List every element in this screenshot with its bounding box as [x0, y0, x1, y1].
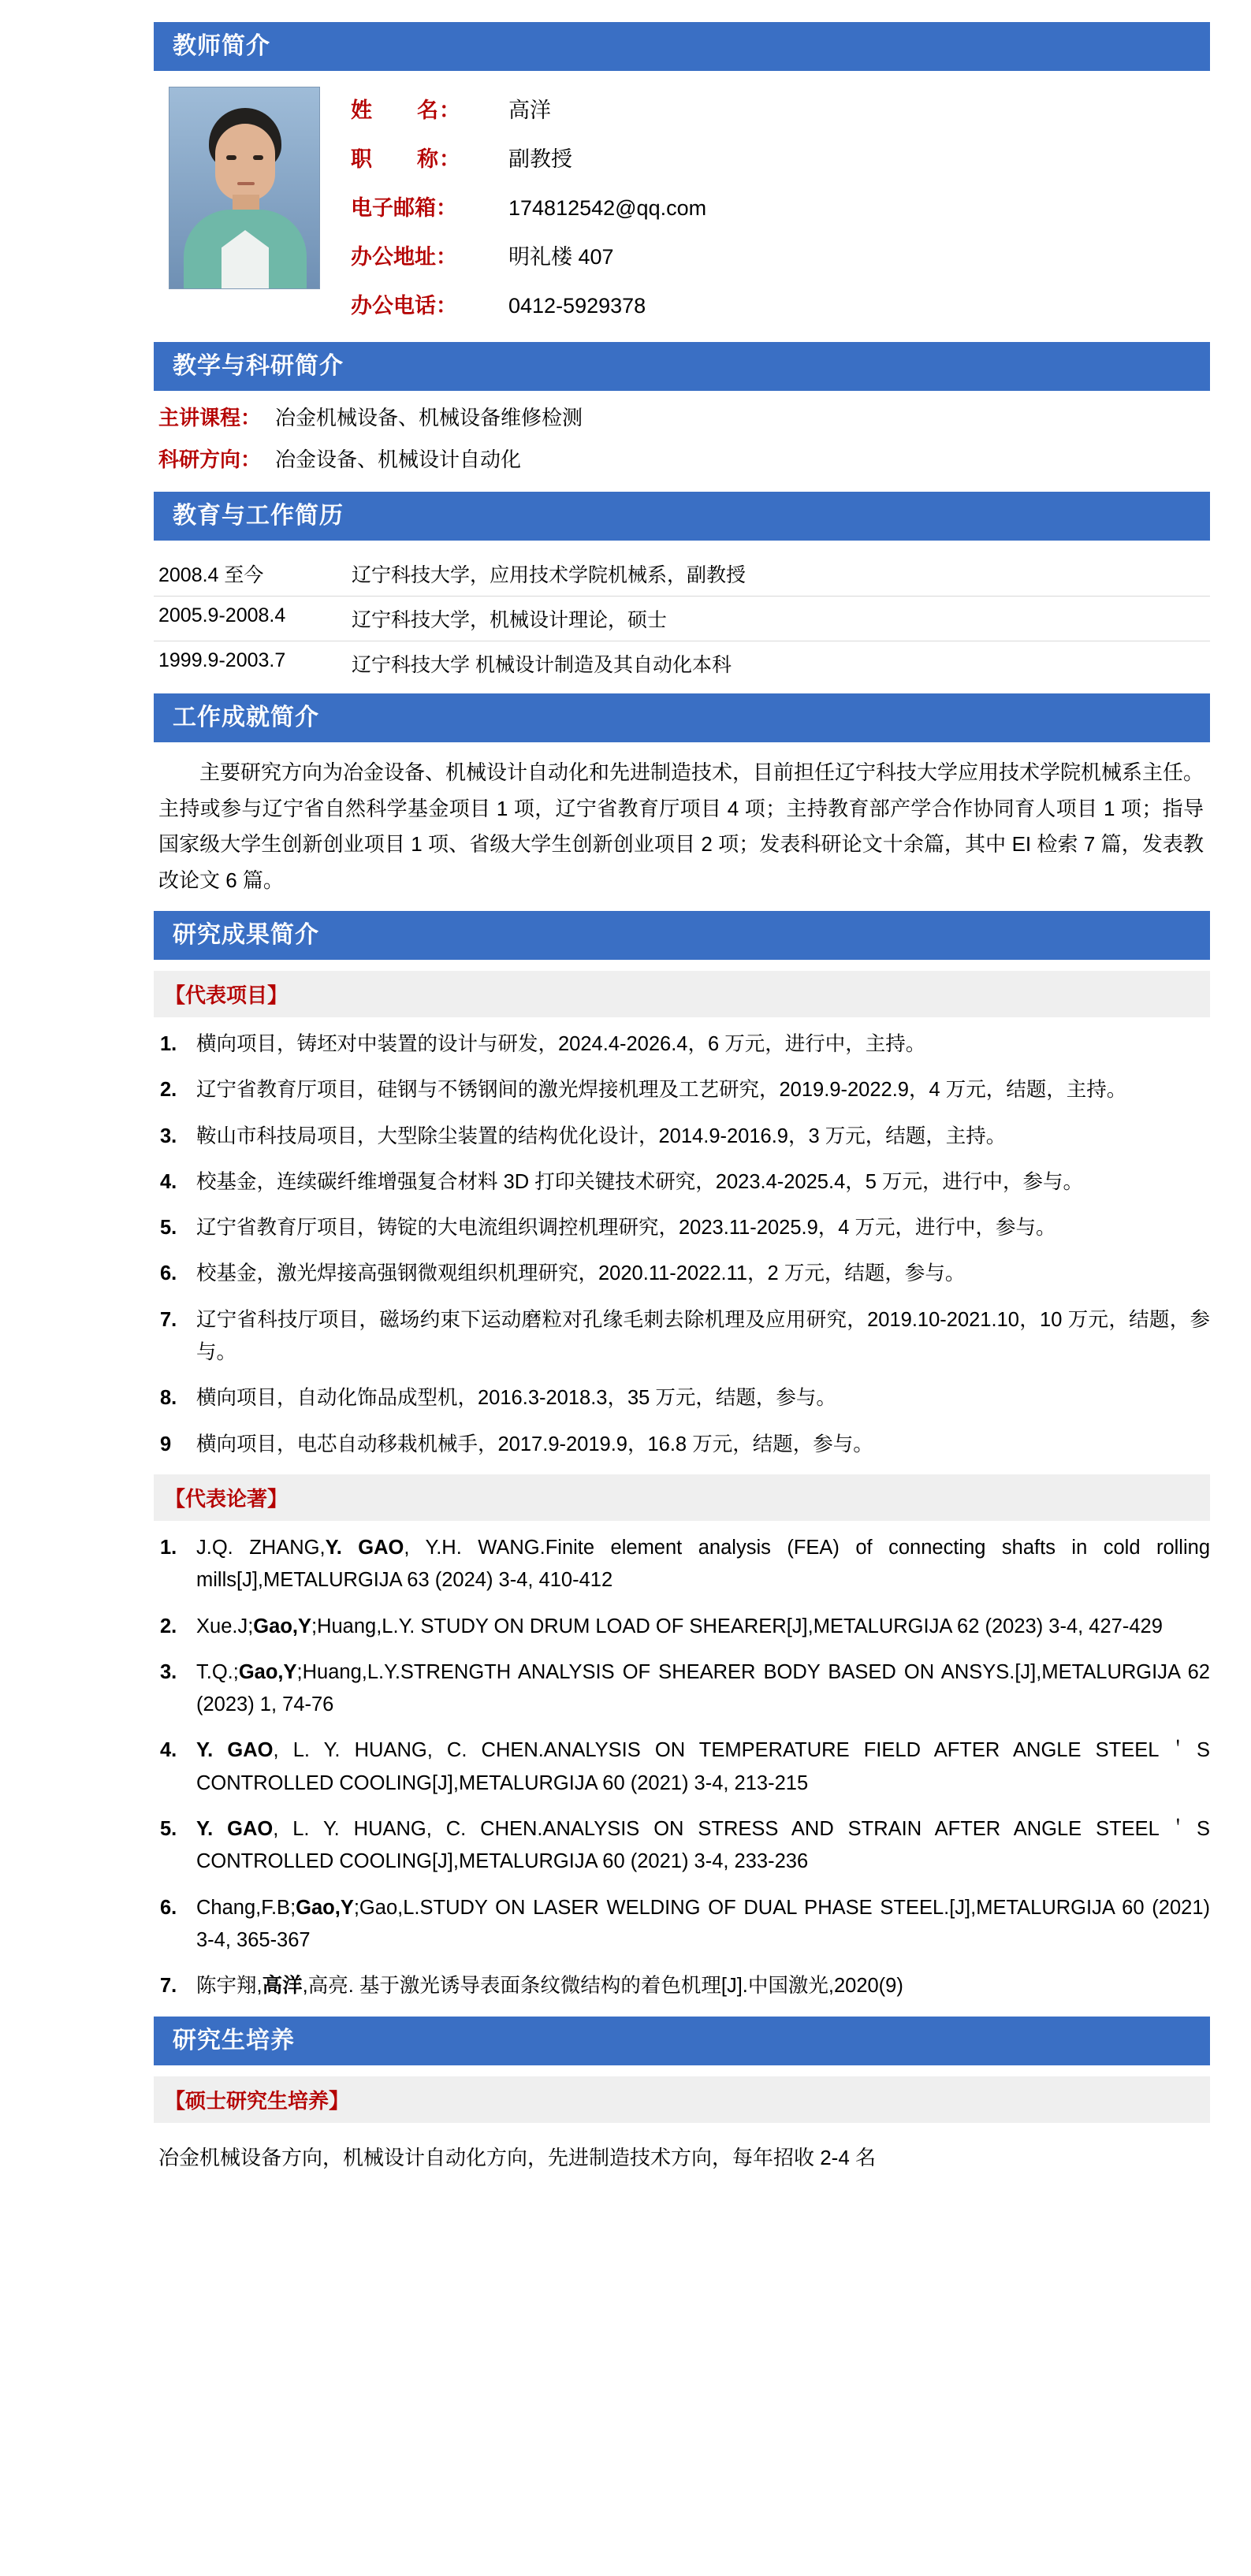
teacher-photo [169, 87, 320, 289]
photo-face [215, 124, 275, 201]
field-value-email: 174812542@qq.com [508, 196, 707, 220]
list-text: Xue.J;Gao,Y;Huang,L.Y. STUDY ON DRUM LOAD OF SHEARER[J],METALURGIJA 62 (2023) 3-4, 427-429 [196, 1615, 1163, 1637]
photo-eye-right [253, 155, 263, 160]
subheader-master-training: 【硕士研究生培养】 [154, 2076, 1210, 2123]
education-desc: 辽宁科技大学，应用技术学院机械系，副教授 [352, 564, 747, 586]
teaching-courses-value: 冶金机械设备、机械设备维修检测 [275, 406, 583, 429]
education-date: 2005.9-2008.4 [158, 604, 286, 626]
education-table [154, 541, 1210, 693]
subheader-publications: 【代表论著】 [154, 1474, 1210, 1521]
list-item [154, 1734, 1210, 1800]
list-item [154, 1258, 1210, 1290]
list-text: 辽宁省教育厅项目，硅钢与不锈钢间的激光焊接机理及工艺研究，2019.9-2022.9，4 万元，结题，主持。 [196, 1079, 1127, 1102]
list-item [154, 1611, 1210, 1643]
list-text: T.Q.;Gao,Y;Huang,L.Y.STRENGTH ANALYSIS OF SHEARER BODY BASED ON ANSYS.[J],METALURGIJA 62 (2023) 1, 74-76 [196, 1660, 1210, 1716]
section-header-achievements: 工作成就简介 [154, 693, 1210, 742]
education-date: 1999.9-2003.7 [158, 649, 286, 671]
list-number: 6. [160, 1896, 177, 1919]
subheader-projects: 【代表项目】 [154, 971, 1210, 1017]
list-item [154, 1813, 1210, 1879]
education-date: 2008.4 至今 [158, 564, 264, 586]
profile-block [154, 71, 1210, 342]
list-item [154, 1121, 1210, 1153]
list-number: 1. [160, 1536, 177, 1559]
projects-list [154, 1028, 1210, 1461]
table-row [154, 641, 1210, 686]
list-item [154, 1212, 1210, 1244]
research-direction-row [154, 444, 1210, 473]
list-text: J.Q. ZHANG,Y. GAO, Y.H. WANG.Finite element analysis (FEA) of connecting shafts in cold rolling mills[J],METALURGIJA 63 (2024) 3-4, 410-412 [196, 1536, 1210, 1592]
field-label-name: 姓 名： [351, 99, 461, 122]
list-text: 横向项目，铸坯对中装置的设计与研发，2024.4-2026.4，6 万元，进行中，主持。 [196, 1033, 926, 1055]
list-item [154, 1074, 1210, 1106]
table-row [154, 597, 1210, 641]
list-text: 校基金，连续碳纤维增强复合材料 3D 打印关键技术研究，2023.4-2025.4，5 万元，进行中，参与。 [196, 1170, 1084, 1193]
field-label-title: 职 称： [351, 147, 461, 171]
field-value-title: 副教授 [508, 147, 572, 171]
education-desc: 辽宁科技大学 机械设计制造及其自动化本科 [352, 654, 732, 676]
section-header-teaching: 教学与科研简介 [154, 342, 1210, 391]
list-text: Chang,F.B;Gao,Y;Gao,L.STUDY ON LASER WELDING OF DUAL PHASE STEEL.[J],METALURGIJA 60 (2021) 3-4, 365-367 [196, 1896, 1210, 1951]
field-label-phone: 办公电话： [351, 294, 457, 318]
list-text: 校基金，激光焊接高强钢微观组织机理研究，2020.11-2022.11，2 万元，结题，参与。 [196, 1262, 966, 1285]
section-header-graduate: 研究生培养 [154, 2017, 1210, 2065]
field-value-phone: 0412-5929378 [508, 294, 646, 318]
teaching-courses-label: 主讲课程： [158, 406, 262, 429]
list-text: 鞍山市科技局项目，大型除尘装置的结构优化设计，2014.9-2016.9，3 万元，结题，主持。 [196, 1124, 1007, 1147]
list-number: 2. [160, 1615, 177, 1637]
achievements-paragraph: 主要研究方向为冶金设备、机械设计自动化和先进制造技术，目前担任辽宁科技大学应用技术学院机械系主任。主持或参与辽宁省自然科学基金项目 1 项，辽宁省教育厅项目 4 项；主持教育部产学合作协同育人项目 1 项；指导国家级大学生创新创业项目 1 项、省级大学生创新创业项目 2 项；发表科研论文十余篇，其中 EI 检索 7 篇，发表教改论文 6 篇。 [158, 760, 1204, 892]
profile-field-title [351, 142, 1210, 173]
list-number: 2. [160, 1079, 177, 1102]
list-text: 辽宁省教育厅项目，铸锭的大电流组织调控机理研究，2023.11-2025.9，4 万元，进行中，参与。 [196, 1217, 1056, 1240]
teaching-block [154, 391, 1210, 492]
list-item [154, 1382, 1210, 1414]
list-number: 7. [160, 1308, 177, 1331]
list-item [154, 1028, 1210, 1061]
research-direction-value: 冶金设备、机械设计自动化 [275, 448, 522, 471]
profile-field-phone [351, 288, 1210, 319]
list-number: 4. [160, 1170, 177, 1193]
table-row [154, 552, 1210, 597]
photo-container [154, 87, 327, 289]
list-number: 5. [160, 1217, 177, 1240]
list-item [154, 1970, 1210, 2002]
list-item [154, 1166, 1210, 1199]
section-header-intro: 教师简介 [154, 22, 1210, 71]
list-number: 9 [160, 1433, 172, 1455]
field-label-office: 办公地址： [351, 245, 457, 269]
list-number: 1. [160, 1033, 177, 1055]
list-number: 3. [160, 1660, 177, 1683]
list-number: 3. [160, 1124, 177, 1147]
publications-list [154, 1532, 1210, 2003]
profile-field-email [351, 191, 1210, 221]
section-header-education: 教育与工作简历 [154, 492, 1210, 541]
resume-card [154, 22, 1210, 2183]
field-value-name: 高洋 [508, 99, 551, 122]
list-text: Y. GAO, L. Y. HUANG, C. CHEN.ANALYSIS ON TEMPERATURE FIELD AFTER ANGLE STEEL＇S CONTROLLED COOLING[J],METALURGIJA 60 (2021) 3-4, 213-215 [196, 1739, 1211, 1794]
list-item [154, 1532, 1210, 1597]
section-header-research: 研究成果简介 [154, 911, 1210, 960]
graduate-training-text: 冶金机械设备方向，机械设计自动化方向，先进制造技术方向，每年招收 2-4 名 [158, 2145, 877, 2169]
list-number: 4. [160, 1739, 177, 1762]
field-value-office: 明礼楼 407 [508, 245, 614, 269]
list-number: 8. [160, 1387, 177, 1410]
education-desc: 辽宁科技大学，机械设计理论，硕士 [352, 609, 668, 631]
list-number: 7. [160, 1975, 177, 1998]
list-text: Y. GAO, L. Y. HUANG, C. CHEN.ANALYSIS ON STRESS AND STRAIN AFTER ANGLE STEEL＇S CONTROLLED COOLING[J],METALURGIJA 60 (2021) 3-4, 233-236 [196, 1818, 1210, 1873]
list-text: 横向项目，自动化饰品成型机，2016.3-2018.3，35 万元，结题，参与。 [196, 1387, 836, 1410]
list-item [154, 1304, 1210, 1370]
list-number: 6. [160, 1262, 177, 1285]
teaching-courses-row [154, 402, 1210, 431]
list-item [154, 1892, 1210, 1957]
list-item [154, 1656, 1210, 1722]
profile-field-name [351, 93, 1210, 124]
list-text: 陈宇翔,高洋,高亮. 基于激光诱导表面条纹微结构的着色机理[J].中国激光,2020(9) [196, 1975, 903, 1998]
list-number: 5. [160, 1818, 177, 1841]
research-direction-label: 科研方向： [158, 448, 262, 471]
photo-mouth [237, 182, 255, 185]
profile-field-office [351, 240, 1210, 270]
profile-fields [327, 87, 1210, 337]
list-item [154, 1429, 1210, 1461]
field-label-email: 电子邮箱： [351, 196, 457, 220]
photo-eye-left [226, 155, 236, 160]
list-text: 辽宁省科技厅项目，磁场约束下运动磨粒对孔缘毛刺去除机理及应用研究，2019.10-2021.10，10 万元，结题，参与。 [196, 1308, 1210, 1364]
list-text: 横向项目，电芯自动移栽机械手，2017.9-2019.9，16.8 万元，结题，参与。 [196, 1433, 873, 1455]
